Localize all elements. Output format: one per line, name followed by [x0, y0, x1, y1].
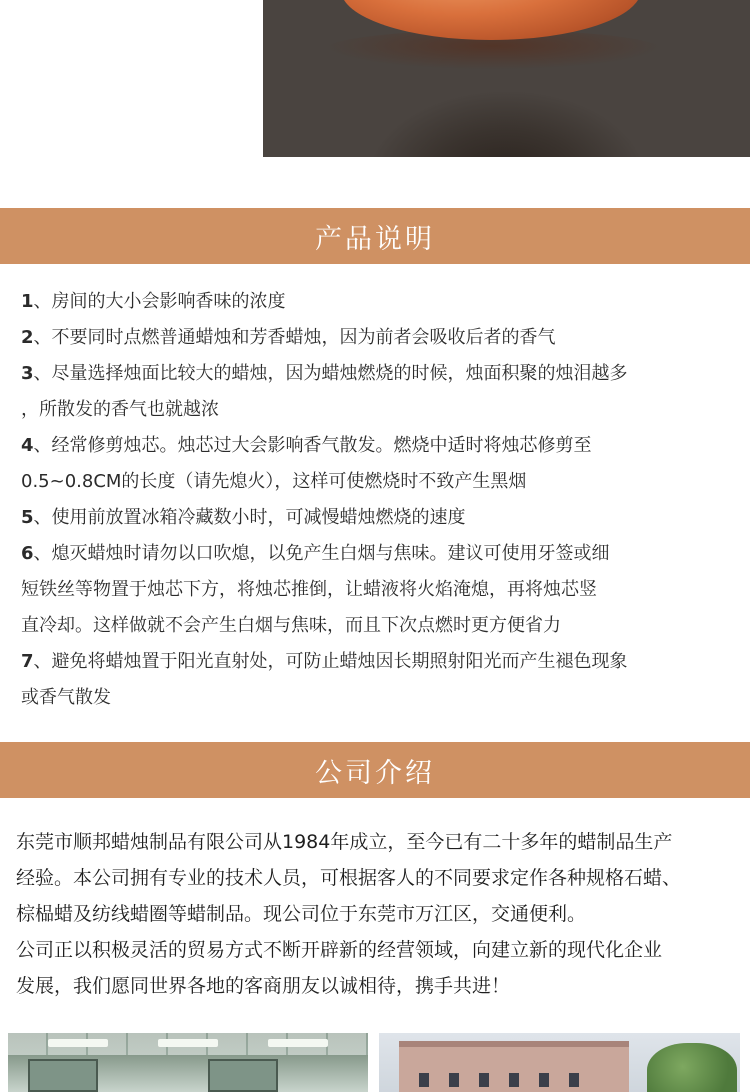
building-window: [569, 1073, 579, 1087]
company-line: 经验。本公司拥有专业的技术人员，可根据客人的不同要求定作各种规格石蜡、: [16, 867, 682, 889]
instruction-line: 短铁丝等物置于烛芯下方，将烛芯推倒，让蜡液将火焰淹熄，再将烛芯竖: [21, 579, 597, 600]
product-description-title: 产品说明: [315, 223, 435, 255]
company-intro-header: [0, 742, 750, 798]
factory-building-photo: [379, 1033, 740, 1092]
instruction-line: ，所散发的香气也就越浓: [21, 399, 219, 420]
company-intro-text: [16, 824, 736, 1004]
teapot-candle-photo: [263, 0, 750, 157]
office-window: [208, 1059, 278, 1092]
office-interior-photo: [8, 1033, 368, 1092]
instruction-line: 1、房间的大小会影响香味的浓度: [21, 291, 286, 312]
building-window: [509, 1073, 519, 1087]
ceiling-light: [268, 1039, 328, 1047]
top-product-photo-area: [0, 0, 750, 157]
instruction-line: 直冷却。这样做就不会产生白烟与焦味，而且下次点燃时更方便省力: [21, 615, 561, 636]
office-window: [28, 1059, 98, 1092]
instruction-line: 3、尽量选择烛面比较大的蜡烛，因为蜡烛燃烧的时候，烛面积聚的烛泪越多: [21, 363, 628, 384]
building-window: [479, 1073, 489, 1087]
ceiling-light: [158, 1039, 218, 1047]
product-instructions-list: [21, 284, 736, 716]
instruction-line: 0.5~0.8CM的长度（请先熄火），这样可使燃烧时不致产生黑烟: [21, 471, 527, 492]
company-line: 东莞市顺邦蜡烛制品有限公司从1984年成立，至今已有二十多年的蜡制品生产: [16, 831, 673, 853]
instruction-line: 2、不要同时点燃普通蜡烛和芳香蜡烛，因为前者会吸收后者的香气: [21, 327, 556, 348]
building-window: [419, 1073, 429, 1087]
company-line: 发展，我们愿同世界各地的客商朋友以诚相待，携手共进！: [16, 975, 511, 997]
instruction-line: 4、经常修剪烛芯。烛芯过大会影响香气散发。燃烧中适时将烛芯修剪至: [21, 435, 592, 456]
company-line: 公司正以积极灵活的贸易方式不断开辟新的经营领域，向建立新的现代化企业: [16, 939, 663, 961]
product-description-header: [0, 208, 750, 264]
building-window: [539, 1073, 549, 1087]
building-window: [449, 1073, 459, 1087]
tree: [647, 1043, 737, 1092]
instruction-line: 7、避免将蜡烛置于阳光直射处，可防止蜡烛因长期照射阳光而产生褪色现象: [21, 651, 628, 672]
instruction-line: 6、熄灭蜡烛时请勿以口吹熄，以免产生白烟与焦味。建议可使用牙签或细: [21, 543, 610, 564]
instruction-line: 5、使用前放置冰箱冷藏数小时，可减慢蜡烛燃烧的速度: [21, 507, 466, 528]
company-line: 棕榀蜡及纺线蜡圈等蜡制品。现公司位于东莞市万江区，交通便利。: [16, 903, 587, 925]
instruction-line: 或香气散发: [21, 687, 111, 708]
ceiling-light: [48, 1039, 108, 1047]
company-intro-title: 公司介绍: [315, 757, 435, 789]
